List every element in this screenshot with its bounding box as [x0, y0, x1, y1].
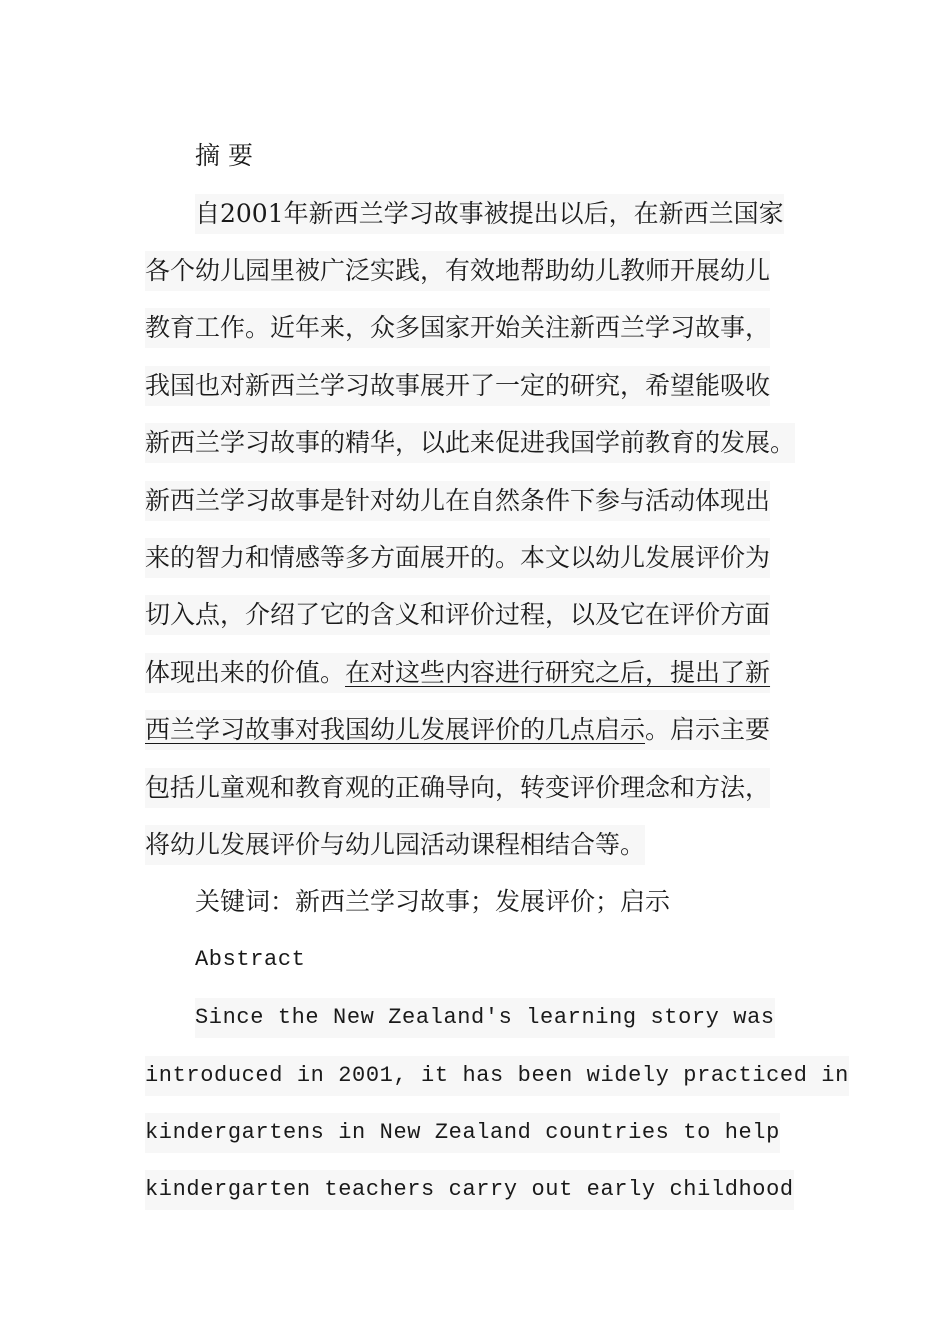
abstract-cn-line: 新西兰学习故事是针对幼儿在自然条件下参与活动体现出 — [145, 481, 770, 521]
abstract-cn-line: 自2001年新西兰学习故事被提出以后，在新西兰国家 — [195, 194, 784, 234]
abstract-cn-line: 切入点，介绍了它的含义和评价过程，以及它在评价方面 — [145, 595, 770, 635]
abstract-cn-line: 来的智力和情感等多方面展开的。本文以幼儿发展评价为 — [145, 538, 770, 578]
abstract-cn-line: 各个幼儿园里被广泛实践，有效地帮助幼儿教师开展幼儿 — [145, 251, 770, 291]
abstract-cn-line: 包括儿童观和教育观的正确导向，转变评价理念和方法， — [145, 768, 770, 808]
abstract-cn-text: 体现出来的价值。 — [145, 658, 346, 687]
abstract-cn-text: 。启示主要 — [645, 715, 771, 744]
underlined-text: 在对这些内容进行研究之后，提出了新 — [345, 658, 771, 687]
keywords-cn: 关键词：新西兰学习故事；发展评价；启示 — [195, 887, 671, 916]
abstract-heading-cn: 摘 要 — [195, 141, 253, 170]
abstract-heading-en: Abstract — [195, 947, 306, 972]
abstract-en-line: kindergarten teachers carry out early childhood — [145, 1170, 794, 1210]
abstract-en-line: introduced in 2001, it has been widely practiced in — [145, 1056, 849, 1096]
underlined-text: 西兰学习故事对我国幼儿发展评价的几点启示 — [145, 715, 646, 744]
abstract-cn-line: 将幼儿发展评价与幼儿园活动课程相结合等。 — [145, 825, 645, 865]
abstract-cn-line-10 — [145, 710, 770, 750]
abstract-cn-line: 我国也对新西兰学习故事展开了一定的研究，希望能吸收 — [145, 366, 770, 406]
abstract-en-line: kindergartens in New Zealand countries to help — [145, 1113, 780, 1153]
abstract-cn-line: 教育工作。近年来，众多国家开始关注新西兰学习故事， — [145, 308, 770, 348]
abstract-en-line: Since the New Zealand's learning story was — [195, 998, 775, 1038]
abstract-cn-line-9 — [145, 653, 770, 693]
abstract-cn-line: 新西兰学习故事的精华，以此来促进我国学前教育的发展。 — [145, 423, 795, 463]
